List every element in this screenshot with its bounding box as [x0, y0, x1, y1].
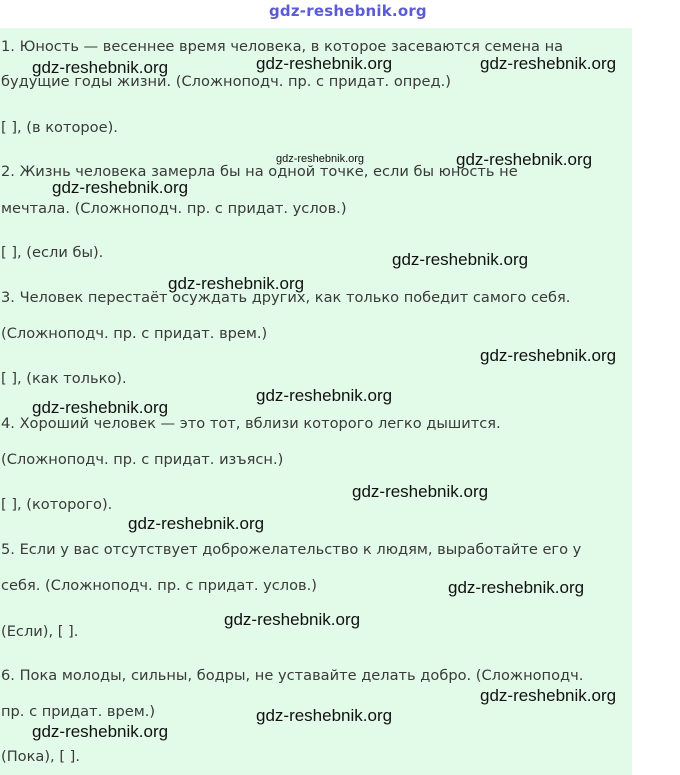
site-title[interactable]: gdz-reshebnik.org [269, 2, 427, 20]
watermark: gdz-reshebnik.org [32, 58, 169, 77]
watermark: gdz-reshebnik.org [52, 178, 189, 197]
answer-line-3: [ ], (в которое). [1, 119, 118, 136]
watermark: gdz-reshebnik.org [480, 346, 617, 365]
watermark: gdz-reshebnik.org [352, 482, 489, 501]
answer-line-17: пр. с придат. врем.) [1, 703, 156, 720]
answer-line-11: (Сложноподч. пр. с придат. изъясн.) [1, 451, 284, 468]
answer-line-1: 1. Юность — весеннее время человека, в которое засеваются семена на [1, 38, 564, 55]
answer-line-13: 5. Если у вас отсутствует доброжелательство к людям, выработайте его у [1, 541, 582, 558]
answer-line-12: [ ], (которого). [1, 496, 113, 513]
watermark: gdz-reshebnik.org [168, 274, 305, 293]
watermark: gdz-reshebnik.org [256, 706, 393, 725]
watermark: gdz-reshebnik.org [32, 722, 169, 741]
watermark: gdz-reshebnik.org [32, 398, 169, 417]
watermark: gdz-reshebnik.org [456, 150, 593, 169]
watermark: gdz-reshebnik.org [256, 54, 393, 73]
answer-line-2: будущие годы жизни. (Сложноподч. пр. с придат. опред.) [1, 73, 451, 90]
answer-line-5: мечтала. (Сложноподч. пр. с придат. услов.) [1, 200, 347, 217]
watermark: gdz-reshebnik.org [392, 250, 529, 269]
answer-line-15: (Если), [ ]. [1, 623, 79, 640]
answer-line-8: (Сложноподч. пр. с придат. врем.) [1, 325, 268, 342]
watermark: gdz-reshebnik.org [224, 610, 361, 629]
answer-line-18: (Пока), [ ]. [1, 748, 80, 765]
answer-line-14: себя. (Сложноподч. пр. с придат. услов.) [1, 577, 317, 594]
answer-line-10: 4. Хороший человек — это тот, вблизи которого легко дышится. [1, 415, 501, 432]
watermark: gdz-reshebnik.org [128, 514, 265, 533]
answer-line-7: 3. Человек перестаёт осуждать других, как только победит самого себя. [1, 289, 571, 306]
watermark: gdz-reshebnik.org [276, 153, 365, 165]
answer-line-16: 6. Пока молоды, сильны, бодры, не уставайте делать добро. (Сложноподч. [1, 667, 584, 684]
answer-line-6: [ ], (если бы). [1, 244, 104, 261]
watermark: gdz-reshebnik.org [256, 386, 393, 405]
site-header [0, 0, 680, 28]
watermark: gdz-reshebnik.org [448, 578, 585, 597]
answer-line-4: 2. Жизнь человека замерла бы на одной точке, если бы юность не [1, 163, 518, 180]
watermark: gdz-reshebnik.org [480, 54, 617, 73]
answer-line-9: [ ], (как только). [1, 370, 127, 387]
watermark: gdz-reshebnik.org [480, 686, 617, 705]
